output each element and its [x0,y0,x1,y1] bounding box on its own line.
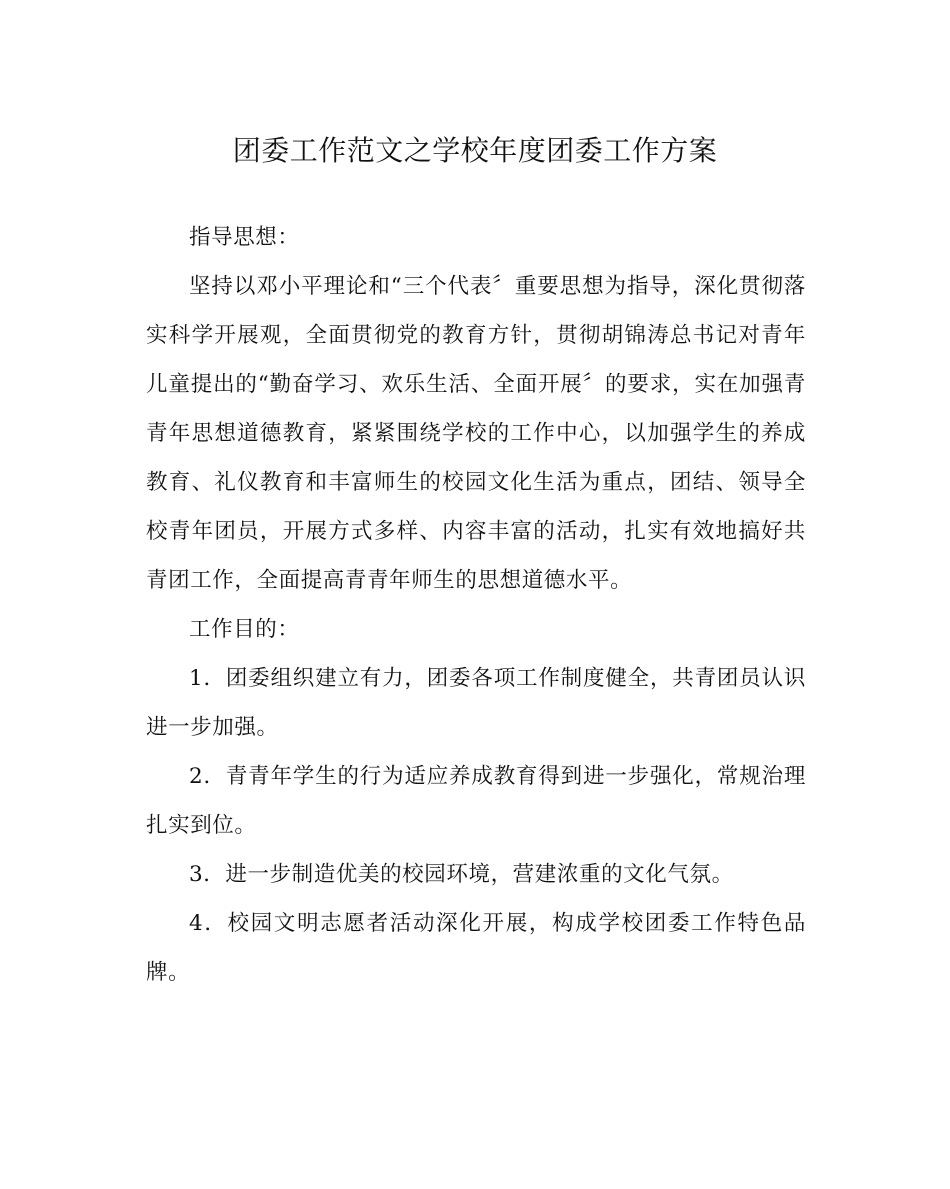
paragraph-guiding-ideology: 坚持以邓小平理论和“三个代表〞重要思想为指导，深化贯彻落实科学开展观，全面贯彻党的教育方针，贯彻胡锦涛总书记对青年儿童提出的“勤奋学习、欢乐生活、全面开展〞的要求，实在加强青青年思想道德教育，紧紧围绕学校的工作中心，以加强学生的养成教育、礼仪教育和丰富师生的校园文化生活为重点，团结、领导全校青年团员，开展方式多样、内容丰富的活动，扎实有效地搞好共青团工作，全面提高青青年师生的思想道德水平。 [146,274,806,593]
section-heading-work-goals: 工作目的： [189,617,300,642]
goal-item-2: 2．青青年学生的行为适应养成教育得到进一步强化，常规治理扎实到位。 [146,764,806,838]
document-body [146,213,806,997]
goal-item-3: 3．进一步制造优美的校园环境，营建浓重的文化气氛。 [189,862,734,887]
goal-item-4: 4．校园文明志愿者活动深化开展，构成学校团委工作特色品牌。 [146,911,806,985]
document-title: 团委工作范文之学校年度团委工作方案 [232,134,718,167]
goal-item-1: 1．团委组织建立有力，团委各项工作制度健全，共青团员认识进一步加强。 [146,666,806,740]
section-heading-guiding-ideology: 指导思想： [189,225,300,250]
